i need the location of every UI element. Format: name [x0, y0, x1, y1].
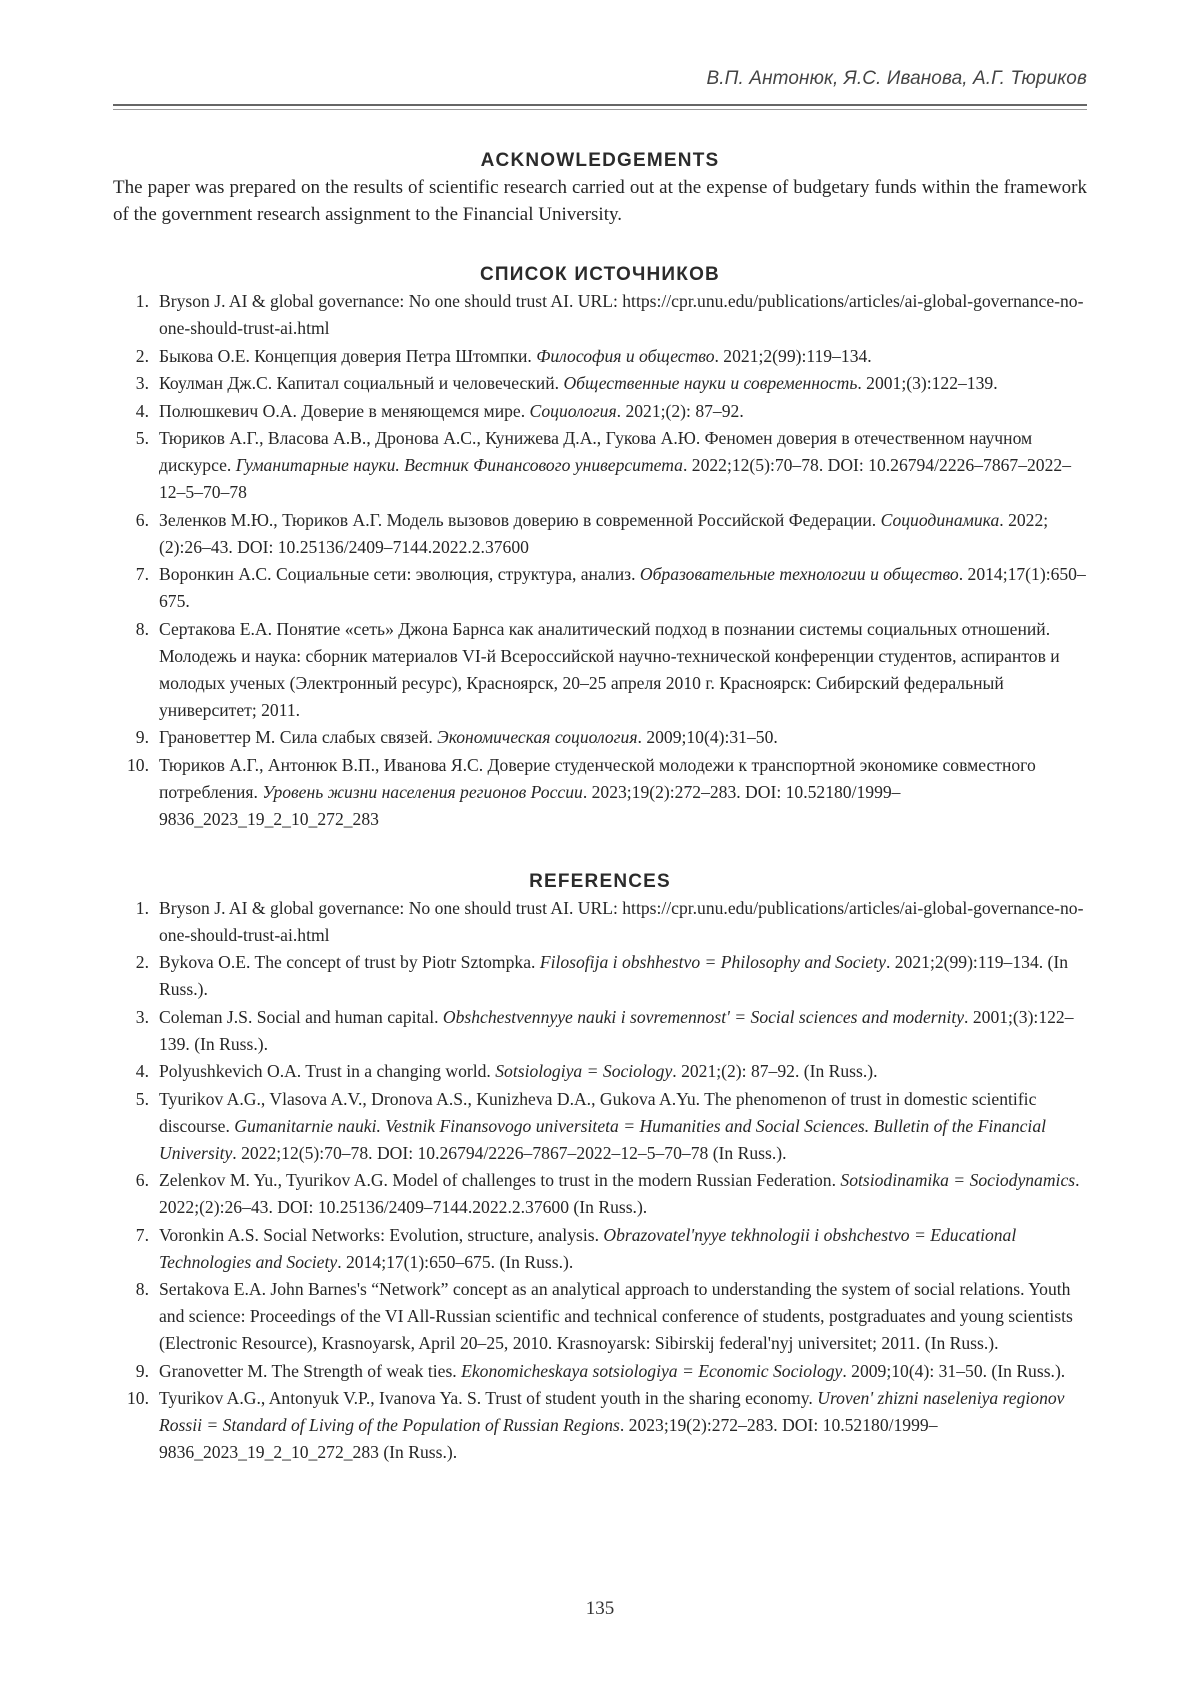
reference-text — [159, 1086, 1087, 1167]
reference-text-main: Bryson J. AI & global governance: No one should trust AI. URL: https://cpr.unu.edu/publications/articles/ai-global-governance-no-one-should-trust-ai.html — [159, 291, 1083, 338]
reference-number: 5. — [113, 425, 149, 452]
reference-text — [159, 949, 1087, 1003]
reference-text-tail: . 2009;10(4):31–50. — [638, 727, 778, 747]
reference-text — [159, 616, 1087, 724]
reference-item — [113, 561, 1087, 615]
reference-number: 4. — [113, 1058, 149, 1085]
reference-text-tail: . 2009;10(4): 31–50. (In Russ.). — [842, 1361, 1065, 1381]
reference-text — [159, 1058, 1087, 1085]
reference-source-title: Социодинамика — [881, 510, 1000, 530]
reference-text — [159, 752, 1087, 833]
reference-source-title: Образовательные технологии и общество — [640, 564, 959, 584]
page-content — [113, 148, 1087, 1502]
sources-ru-list — [113, 288, 1087, 833]
reference-number: 5. — [113, 1086, 149, 1113]
reference-item — [113, 616, 1087, 724]
reference-source-title: Общественные науки и современность — [563, 373, 857, 393]
references-en-section — [113, 869, 1087, 1467]
reference-source-title: Ekonomicheskaya sotsiologiya = Economic Sociology — [461, 1361, 842, 1381]
reference-item — [113, 343, 1087, 370]
reference-text-tail: . 2021;2(99):119–134. — [715, 346, 872, 366]
references-en-list — [113, 895, 1087, 1467]
reference-text-main: Коулман Дж.С. Капитал социальный и человеческий. — [159, 373, 563, 393]
reference-text — [159, 1167, 1087, 1221]
reference-item — [113, 1167, 1087, 1221]
reference-text — [159, 507, 1087, 561]
reference-item — [113, 1358, 1087, 1385]
reference-item — [113, 507, 1087, 561]
reference-text — [159, 1385, 1087, 1466]
acknowledgements-text: The paper was prepared on the results of scientific research carried out at the expense of budgetary funds within the framework of the government research assignment to the Financial University. — [113, 174, 1087, 228]
reference-number: 9. — [113, 724, 149, 751]
reference-text-main: Воронкин А.С. Социальные сети: эволюция, структура, анализ. — [159, 564, 640, 584]
reference-item — [113, 895, 1087, 949]
reference-item — [113, 752, 1087, 833]
reference-text-tail: . 2022;12(5):70–78. DOI: 10.26794/2226–7867–2022–12–5–70–78 (In Russ.). — [232, 1143, 786, 1163]
reference-item — [113, 398, 1087, 425]
reference-text — [159, 425, 1087, 506]
reference-text — [159, 561, 1087, 615]
reference-text-main: Polyushkevich O.A. Trust in a changing world. — [159, 1061, 495, 1081]
reference-number: 8. — [113, 1276, 149, 1303]
reference-text-tail: . 2001;(3):122–139. (In Russ.). — [159, 1007, 1074, 1054]
reference-text-main: Полюшкевич О.А. Доверие в меняющемся мире. — [159, 401, 530, 421]
reference-source-title: Obshchestvennyye nauki i sovremennost' = Social sciences and modernity — [443, 1007, 964, 1027]
reference-text-tail: . 2021;(2): 87–92. — [617, 401, 744, 421]
reference-number: 1. — [113, 895, 149, 922]
reference-item — [113, 1058, 1087, 1085]
reference-text-tail: . 2021;(2): 87–92. (In Russ.). — [672, 1061, 877, 1081]
header-rule-thin — [113, 109, 1087, 110]
reference-number: 10. — [113, 752, 149, 779]
reference-number: 2. — [113, 949, 149, 976]
reference-number: 7. — [113, 561, 149, 588]
reference-source-title: Уровень жизни населения регионов России — [262, 782, 583, 802]
reference-number: 6. — [113, 507, 149, 534]
reference-text-main: Грановеттер М. Сила слабых связей. — [159, 727, 437, 747]
reference-text-main: Быкова О.Е. Концепция доверия Петра Штомпки. — [159, 346, 536, 366]
reference-text-tail: . 2023;19(2):272–283. DOI: 10.52180/1999–9836_2023_19_2_10_272_283 (In Russ.). — [159, 1415, 938, 1462]
reference-item — [113, 425, 1087, 506]
reference-source-title: Filosofija i obshhestvo = Philosophy and Society — [540, 952, 886, 972]
reference-text — [159, 343, 1087, 370]
reference-text-tail: . 2022;12(5):70–78. DOI: 10.26794/2226–7867–2022–12–5–70–78 — [159, 455, 1071, 502]
reference-text-tail: . 2022;(2):26–43. DOI: 10.25136/2409–7144.2022.2.37600 (In Russ.). — [159, 1170, 1080, 1217]
reference-text-main: Voronkin A.S. Social Networks: Evolution, structure, analysis. — [159, 1225, 603, 1245]
reference-text — [159, 1222, 1087, 1276]
reference-text — [159, 1004, 1087, 1058]
reference-source-title: Gumanitarnie nauki. Vestnik Finansovogo universiteta = Humanities and Social Sciences. Bulletin of the Financial University — [159, 1116, 1046, 1163]
reference-text — [159, 370, 1087, 397]
reference-item — [113, 370, 1087, 397]
acknowledgements-title: ACKNOWLEDGEMENTS — [113, 148, 1087, 174]
reference-source-title: Sotsiodinamika = Sociodynamics — [840, 1170, 1075, 1190]
page-number: 135 — [0, 1598, 1200, 1620]
reference-item — [113, 1004, 1087, 1058]
acknowledgements-section — [113, 148, 1087, 228]
reference-text-tail: . 2022;(2):26–43. DOI: 10.25136/2409–7144.2022.2.37600 — [159, 510, 1048, 557]
reference-text-main: Bykova O.E. The concept of trust by Piotr Sztompka. — [159, 952, 540, 972]
reference-item — [113, 1222, 1087, 1276]
reference-source-title: Социология — [530, 401, 617, 421]
reference-number: 4. — [113, 398, 149, 425]
reference-text-main: Tyurikov A.G., Antonyuk V.P., Ivanova Ya. S. Trust of student youth in the sharing economy. — [159, 1388, 817, 1408]
reference-text-main: Coleman J.S. Social and human capital. — [159, 1007, 443, 1027]
reference-text-main: Тюриков А.Г., Антонюк В.П., Иванова Я.С. Доверие студенческой молодежи к транспортной экономике совместного потребления. — [159, 755, 1036, 802]
reference-item — [113, 1276, 1087, 1357]
reference-number: 3. — [113, 370, 149, 397]
reference-item — [113, 288, 1087, 342]
reference-number: 6. — [113, 1167, 149, 1194]
reference-source-title: Obrazovatel'nyye tekhnologii i obshchestvo = Educational Technologies and Society — [159, 1225, 1016, 1272]
reference-item — [113, 949, 1087, 1003]
reference-text-main: Bryson J. AI & global governance: No one should trust AI. URL: https://cpr.unu.edu/publications/articles/ai-global-governance-no-one-should-trust-ai.html — [159, 898, 1083, 945]
reference-text — [159, 895, 1087, 949]
reference-number: 8. — [113, 616, 149, 643]
reference-number: 9. — [113, 1358, 149, 1385]
reference-source-title: Гуманитарные науки. Вестник Финансового университета — [236, 455, 683, 475]
reference-text-tail: . 2014;17(1):650–675. — [159, 564, 1086, 611]
reference-text-main: Зеленков М.Ю., Тюриков А.Г. Модель вызовов доверию в современной Российской Федерации. — [159, 510, 881, 530]
reference-text-tail: . 2001;(3):122–139. — [857, 373, 997, 393]
reference-source-title: Sotsiologiya = Sociology — [495, 1061, 672, 1081]
sources-ru-title: СПИСОК ИСТОЧНИКОВ — [113, 262, 1087, 288]
reference-number: 2. — [113, 343, 149, 370]
reference-text-main: Тюриков А.Г., Власова А.В., Дронова А.С., Кунижева Д.А., Гукова А.Ю. Феномен доверия в отечественном научном дискурсе. — [159, 428, 1032, 475]
reference-item — [113, 1385, 1087, 1466]
reference-text — [159, 724, 1087, 751]
reference-source-title: Философия и общество — [536, 346, 714, 366]
reference-text — [159, 398, 1087, 425]
reference-text-main: Сертакова Е.А. Понятие «сеть» Джона Барнса как аналитический подход в познании системы социальных отношений. Молодежь и наука: сборник материалов VI-й Всероссийской научно-технической конференции студентов, аспирантов и молодых ученых (Электронный ресурс), Красноярск, 20–25 апреля 2010 г. Красноярск: Сибирский федеральный университет; 2011. — [159, 619, 1060, 720]
reference-source-title: Uroven' zhizni naseleniya regionov Rossii = Standard of Living of the Population of Russian Regions — [159, 1388, 1065, 1435]
sources-ru-section — [113, 262, 1087, 833]
reference-text-main: Zelenkov M. Yu., Tyurikov A.G. Model of challenges to trust in the modern Russian Federation. — [159, 1170, 840, 1190]
reference-number: 3. — [113, 1004, 149, 1031]
header-rule — [113, 104, 1087, 106]
reference-text-tail: . 2021;2(99):119–134. (In Russ.). — [159, 952, 1068, 999]
references-en-title: REFERENCES — [113, 869, 1087, 895]
reference-item — [113, 1086, 1087, 1167]
reference-text-tail: . 2023;19(2):272–283. DOI: 10.52180/1999–9836_2023_19_2_10_272_283 — [159, 782, 900, 829]
reference-text-tail: . 2014;17(1):650–675. (In Russ.). — [337, 1252, 573, 1272]
reference-text — [159, 288, 1087, 342]
reference-text — [159, 1358, 1087, 1385]
reference-item — [113, 724, 1087, 751]
reference-text — [159, 1276, 1087, 1357]
reference-text-main: Tyurikov A.G., Vlasova A.V., Dronova A.S., Kunizheva D.A., Gukova A.Yu. The phenomenon of trust in domestic scientific discourse. — [159, 1089, 1036, 1136]
reference-text-main: Granovetter M. The Strength of weak ties. — [159, 1361, 461, 1381]
reference-number: 7. — [113, 1222, 149, 1249]
running-header-authors: В.П. Антонюк, Я.С. Иванова, А.Г. Тюриков — [707, 68, 1087, 90]
reference-number: 10. — [113, 1385, 149, 1412]
reference-number: 1. — [113, 288, 149, 315]
reference-source-title: Экономическая социология — [437, 727, 637, 747]
reference-text-main: Sertakova E.A. John Barnes's “Network” concept as an analytical approach to understanding the system of social relations. Youth and science: Proceedings of the VI All-Russian scientific and technical conference of students, postgraduates and young scientists (Electronic Resource), Krasnoyarsk, April 20–25, 2010. Krasnoyarsk: Sibirskij federal'nyj universitet; 2011. (In Russ.). — [159, 1279, 1073, 1353]
